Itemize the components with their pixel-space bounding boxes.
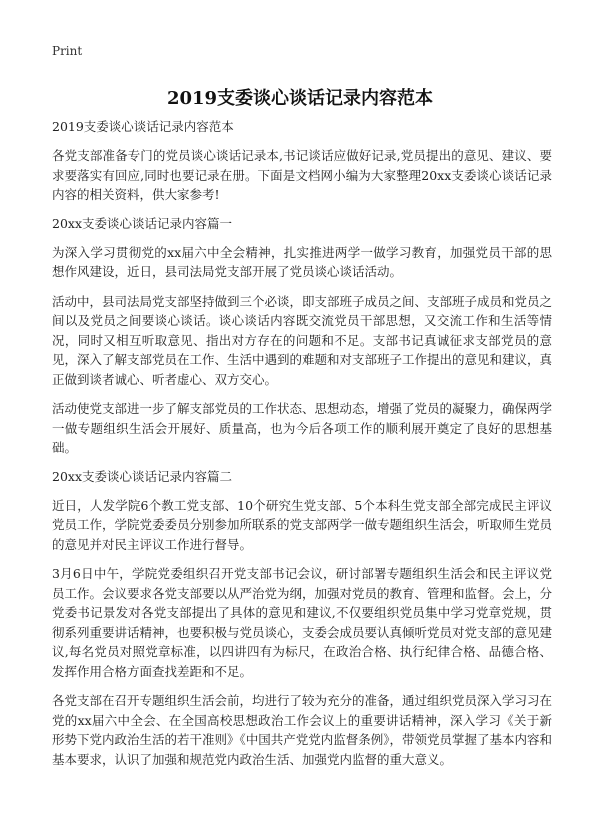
section-2-heading: 20xx支委谈心谈话记录内容篇二 (52, 468, 233, 484)
section-2-paragraph-2: 3月6日中午，学院党委组织召开党支部书记会议，研讨部署专题组织生活会和民主评议党员工作。会议要求各党支部要以从严治党为纲，加强对党员的教育、管理和监督。会上，分党委书记景发对各党支部提出了具体的意见和建议,不仅要组织党员集中学习党章党规，贯彻系列重要讲话精神，也要积极与党员谈心，支委会成员要认真倾听党员对党支部的意见建议,每名党员对照党章标准，以四讲四有为标尺，在政治合格、执行纪律合格、品德合格、发挥作用合格方面查找差距和不足。 (52, 566, 553, 679)
document-title: 2019支委谈心谈话记录内容范本 (166, 88, 434, 109)
print-link[interactable]: Print (52, 44, 83, 58)
intro-paragraph: 各党支部准备专门的党员谈心谈话记录本,书记谈话应做好记录,党员提出的意见、建议、要求要落实有回应,同时也要记录在册。下面是文档网小编为大家整理20xx支委谈心谈话记录内容的相关资料，供大家参考! (52, 148, 552, 202)
section-2-paragraph-1: 近日，人发学院6个教工党支部、10个研究生党支部、5个本科生党支部全部完成民主评议党员工作，学院党委委员分别参加所联系的党支部两学一做专题组织生活会，听取师生党员的意见并对民主评议工作进行督导。 (52, 497, 553, 552)
section-1-paragraph-1: 为深入学习贯彻党的xx届六中全会精神，扎实推进两学一做学习教育，加强党员干部的思想作风建设，近日，县司法局党支部开展了党员谈心谈话活动。 (52, 244, 552, 279)
document-body (52, 118, 552, 779)
section-1-paragraph-2: 活动中，县司法局党支部坚持做到三个必谈，即支部班子成员之间、支部班子成员和党员之间以及党员之间要谈心谈话。谈心谈话内容既交流党员干部思想，又交流工作和生活等情况，同时又相互听取意见、指出对方存在的问题和不足。支部书记真诚征求支部党员的意见，深入了解支部党员在工作、生活中遇到的难题和对支部班子工作提出的意见和建议，真正做到谈者诚心、听者虚心、双方交心。 (52, 293, 553, 387)
section-1-paragraph-3: 活动使党支部进一步了解支部党员的工作状态、思想动态，增强了党员的凝聚力，确保两学一做专题组织生活会开展好、质量高，也为今后各项工作的顺利展开奠定了良好的思想基础。 (52, 401, 553, 455)
document-subheading: 2019支委谈心谈话记录内容范本 (52, 119, 234, 134)
section-2-paragraph-3: 各党支部在召开专题组织生活会前，均进行了较为充分的准备，通过组织党员深入学习习在党的xx届六中全会、在全国高校思想政治工作会议上的重要讲话精神，深入学习《关于新形势下党内政治生活的若干准则》《中国共产党党内监督条例》，带领党员掌握了基本内容和基本要求，认识了加强和规范党内政治生活、加强党内监督的重大意义。 (52, 693, 553, 767)
section-1-heading: 20xx支委谈心谈话记录内容篇一 (52, 215, 233, 231)
